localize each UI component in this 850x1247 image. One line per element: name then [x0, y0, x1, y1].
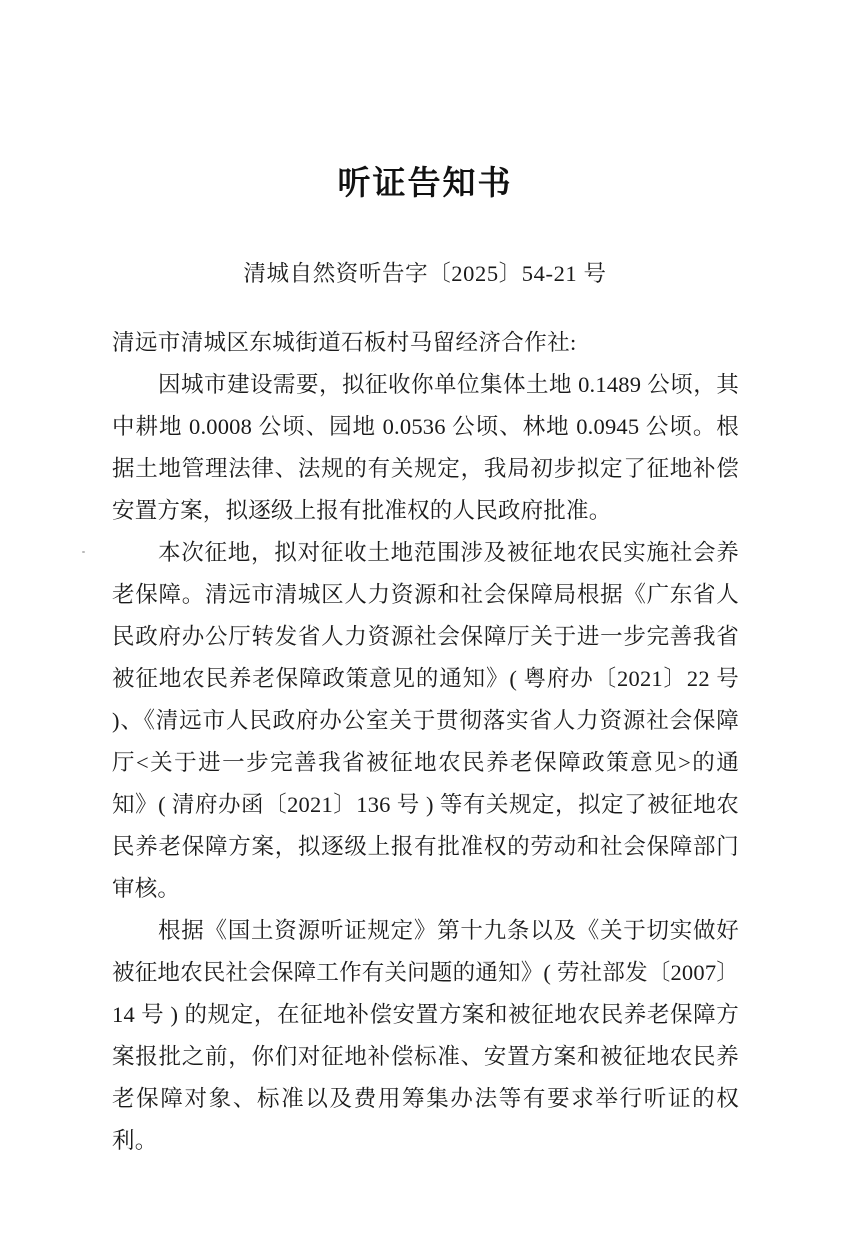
document-number: 清城自然资听告字〔2025〕54-21 号	[243, 261, 607, 286]
body-paragraph-1: 因城市建设需要，拟征收你单位集体土地 0.1489 公顷，其中耕地 0.0008 公顷、园地 0.0536 公顷、林地 0.0945 公顷。根据土地管理法律、法规的有关规定，我局初步拟定了征地补偿安置方案，拟逐级上报有批准权的人民政府批准。	[112, 372, 739, 523]
body-paragraph-2: 本次征地，拟对征收土地范围涉及被征地农民实施社会养老保障。清远市清城区人力资源和社会保障局根据《广东省人民政府办公厅转发省人力资源社会保障厅关于进一步完善我省被征地农民养老保障政策意见的通知》( 粤府办〔2021〕22 号 )、《清远市人民政府办公室关于贯彻落实省人力资源社会保障厅<关于进一步完善我省被征地农民养老保障政策意见>的通知》( 清府办函〔2021〕136 号 ) 等有关规定，拟定了被征地农民养老保障方案，拟逐级上报有批准权的劳动和社会保障部门审核。	[112, 540, 739, 901]
document-body	[112, 322, 739, 1162]
body-paragraph-3: 根据《国土资源听证规定》第十九条以及《关于切实做好被征地农民社会保障工作有关问题的通知》( 劳社部发〔2007〕14 号 ) 的规定，在征地补偿安置方案和被征地农民养老保障方案报批之前，你们对征地补偿标准、安置方案和被征地农民养老保障对象、标准以及费用筹集办法等有要求举行听证的权利。	[112, 918, 739, 1153]
recipient-line: 清远市清城区东城街道石板村马留经济合作社:	[112, 330, 577, 355]
page-title: 听证告知书	[337, 163, 513, 202]
scan-artifact-speck	[82, 551, 85, 553]
